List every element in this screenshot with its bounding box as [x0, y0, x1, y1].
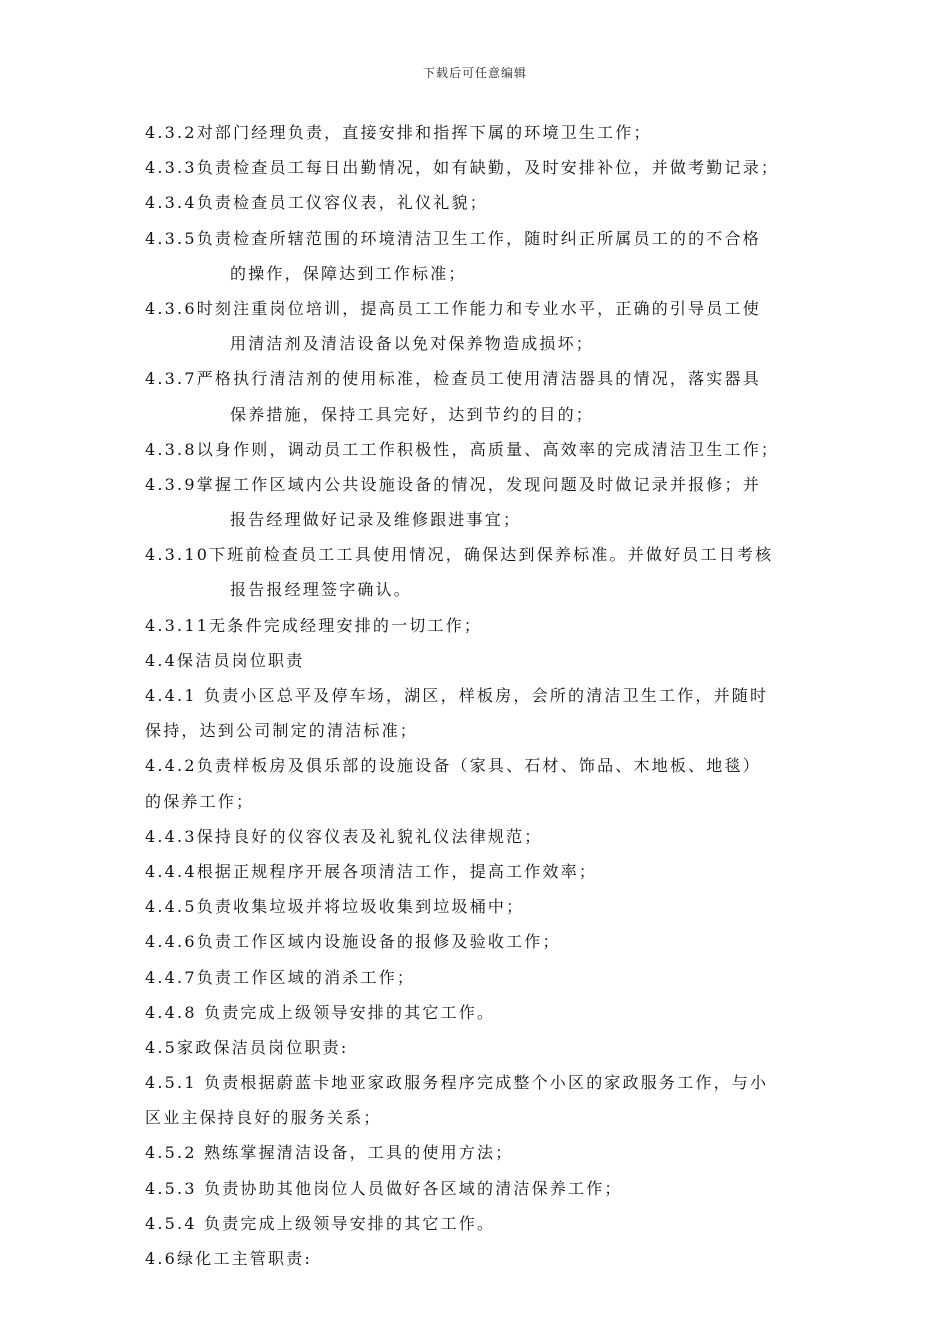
paragraph-line: 区业主保持良好的服务关系；	[145, 1108, 382, 1128]
paragraph-line: 4.5.4 负责完成上级领导安排的其它工作。	[145, 1213, 496, 1233]
document-body	[145, 115, 810, 1276]
paragraph-line: 4.5家政保洁员岗位职责:	[145, 1037, 349, 1057]
paragraph-line: 4.5.3 负责协助其他岗位人员做好各区域的清洁保养工作；	[145, 1178, 623, 1198]
paragraph-line: 的保养工作；	[145, 791, 255, 811]
paragraph-line: 4.4.5负责收集垃圾并将垃圾收集到垃圾桶中；	[145, 897, 525, 917]
paragraph-line: 4.6绿化工主管职责:	[145, 1249, 313, 1268]
paragraph-line: 保持，达到公司制定的清洁标准；	[145, 721, 419, 741]
paragraph-line: 4.4.6负责工作区域内设施设备的报修及验收工作；	[145, 932, 561, 952]
paragraph-line: 4.5.2 熟练掌握清洁设备，工具的使用方法；	[145, 1143, 514, 1163]
paragraph-line: 4.4保洁员岗位职责	[145, 650, 305, 670]
paragraph-line: 4.4.3保持良好的仪容仪表及礼貌礼仪法律规范；	[145, 826, 543, 846]
paragraph-line: 4.3.4负责检查员工仪容仪表，礼仪礼貌；	[145, 193, 488, 213]
paragraph-continuation-line: 保养措施，保持工具完好，达到节约的目的；	[230, 404, 595, 424]
paragraph-continuation-line: 报告经理做好记录及维修跟进事宜；	[230, 510, 522, 530]
paragraph-line: 4.4.4根据正规程序开展各项清洁工作，提高工作效率；	[145, 861, 598, 881]
paragraph-line: 4.5.1 负责根据蔚蓝卡地亚家政服务程序完成整个小区的家政服务工作，与小	[145, 1073, 769, 1093]
paragraph-continuation-line: 的操作，保障达到工作标准；	[230, 263, 467, 283]
paragraph-line: 4.4.8 负责完成上级领导安排的其它工作。	[145, 1002, 496, 1022]
paragraph-line: 4.3.5负责检查所辖范围的环境清洁卫生工作，随时纠正所属员工的的不合格	[145, 228, 761, 248]
paragraph-line: 4.4.7负责工作区域的消杀工作；	[145, 967, 416, 987]
paragraph-continuation-line: 用清洁剂及清洁设备以免对保养物造成损坏；	[230, 334, 595, 354]
paragraph-line: 4.3.6时刻注重岗位培训，提高员工工作能力和专业水平，正确的引导员工使	[145, 298, 761, 318]
paragraph-line: 4.3.3负责检查员工每日出勤情况，如有缺勤，及时安排补位，并做考勤记录；	[145, 158, 780, 178]
paragraph-line: 4.3.7严格执行清洁剂的使用标准，检查员工使用清洁器具的情况，落实器具	[145, 369, 761, 389]
paragraph-continuation-line: 报告报经理签字确认。	[230, 580, 413, 600]
paragraph-line: 4.3.9掌握工作区域内公共设施设备的情况，发现问题及时做记录并报修；并	[145, 474, 761, 494]
paragraph-line: 4.4.2负责样板房及俱乐部的设施设备（家具、石材、饰品、木地板、地毯）	[145, 756, 761, 776]
paragraph-line: 4.3.11无条件完成经理安排的一切工作；	[145, 615, 483, 635]
page-header: 下载后可任意编辑	[422, 66, 527, 80]
paragraph-line: 4.3.10下班前检查员工工具使用情况，确保达到保养标准。并做好员工日考核	[145, 545, 774, 565]
paragraph-line: 4.3.2对部门经理负责，直接安排和指挥下属的环境卫生工作；	[145, 123, 652, 142]
paragraph-line: 4.3.8以身作则，调动员工工作积极性，高质量、高效率的完成清洁卫生工作；	[145, 439, 780, 459]
paragraph-line: 4.4.1 负责小区总平及停车场，湖区，样板房，会所的清洁卫生工作，并随时	[145, 686, 769, 705]
